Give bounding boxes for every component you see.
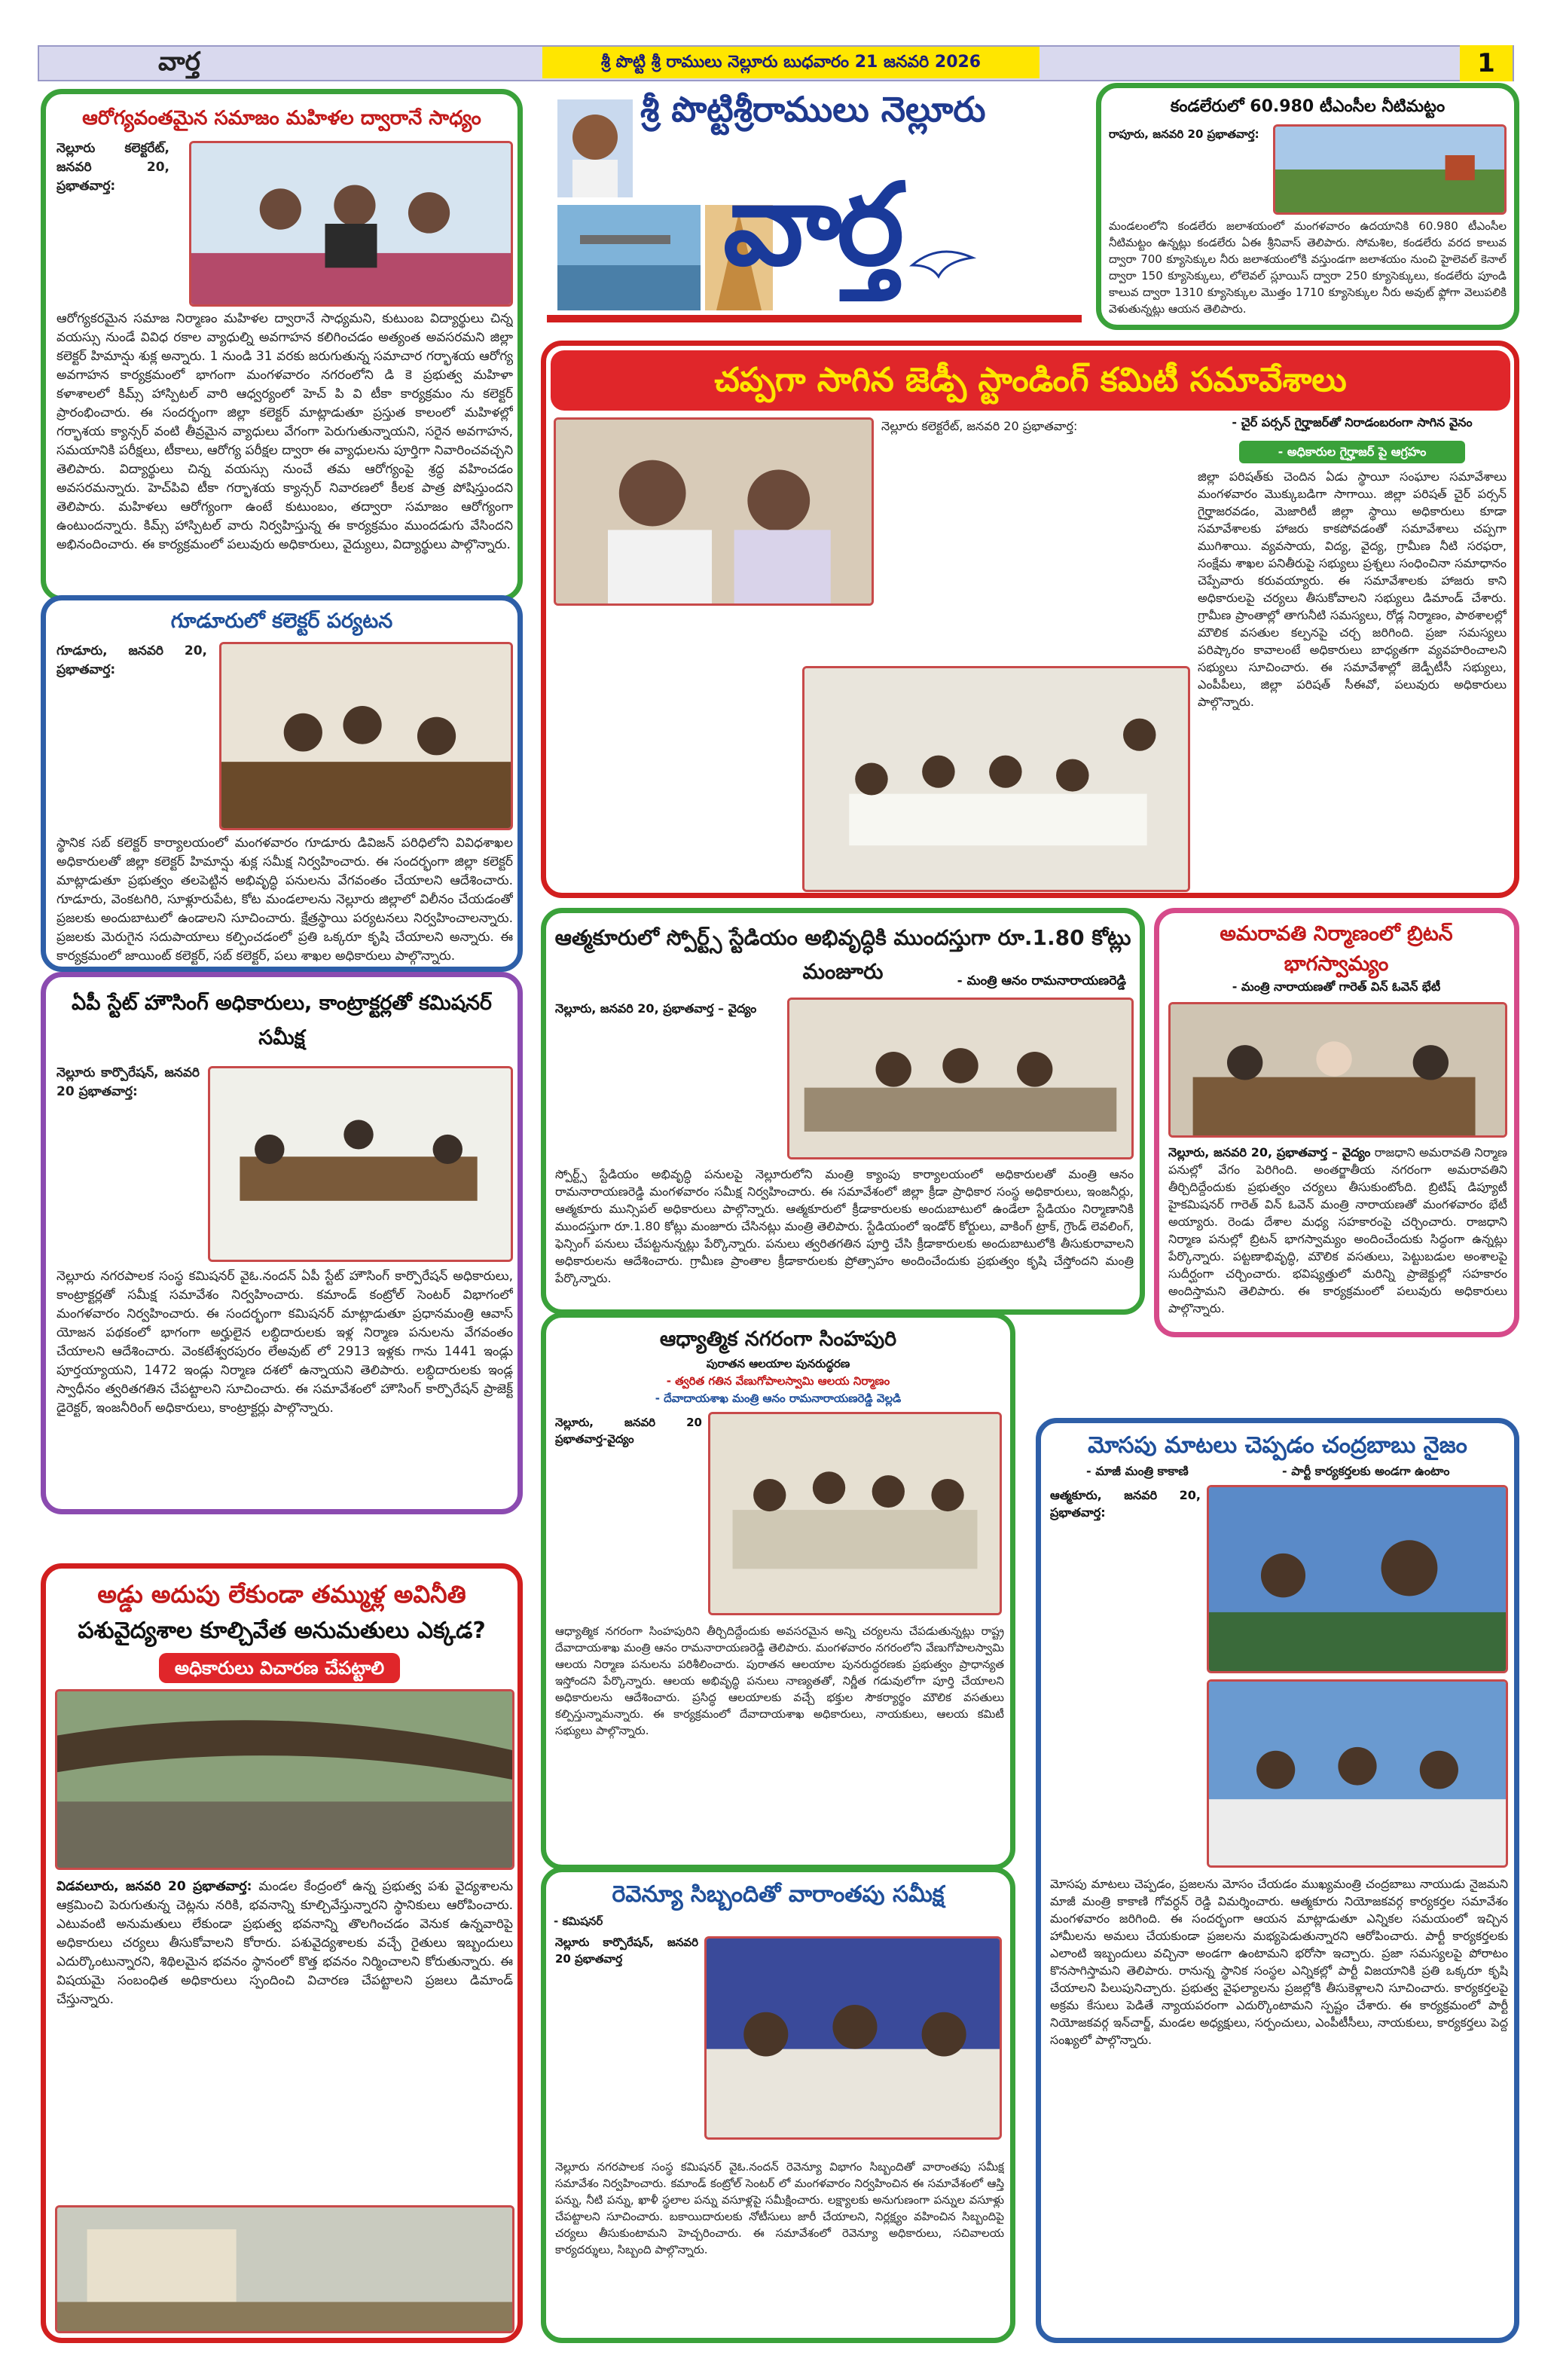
- headline: ఆధ్యాత్మిక నగరంగా సింహపురి: [659, 1327, 897, 1351]
- revenue-review-photo: [704, 1936, 1002, 2140]
- kicker-minister: - దేవాదాయశాఖ మంత్రి ఆనం రామనారాయణరెడ్డి వెల్లడి: [655, 1392, 902, 1405]
- kicker-officials: - అధికారుల గైర్హాజర్ పై ఆగ్రహం: [1239, 441, 1465, 463]
- article-body: మండలంలోని కండలేరు జలాశయంలో మంగళవారం ఉదయానికి 60.980 టీఎంసీల నీటిమట్టం ఉన్నట్లు కండలేరు ఏఈ శ్రీనివాస్ తెలిపారు. సోమశిల, కండలేరు వరద కాలువ ద్వారా 700 క్యూసెక్కుల నీరు జలాశయంలోకి వస్తుండగా జలాశయం నుంచి హైలెవల్ కెనాల్ ద్వారా 150 క్యూసెక్కులు, లోలెవల్ స్లూయిస్ ద్వారా 250 క్యూసెక్కులు, కండలేరు పూండి కాలువ ద్వారా 1310 క్యూసెక్కుల మొత్తం 1710 క్యూసెక్కుల నీరు అవుట్ ఫ్లోగా వెలుపలికి వెళుతున్నట్లు ఆయన తెలిపారు.: [1109, 219, 1507, 316]
- dateline: నెల్లూరు కలెక్టరేట్, జనవరి 20, ప్రభాతవార్త:: [56, 141, 169, 194]
- article-body: ఆధ్యాత్మిక నగరంగా సింహపురిని తీర్చిదిద్దేందుకు అవసరమైన అన్ని చర్యలను చేపడుతున్నట్లు రాష్ట్ర దేవాదాయశాఖ మంత్రి ఆనం రామనారాయణరెడ్డి తెలిపారు. మంగళవారం నగరంలోని వేణుగోపాలస్వామి ఆలయ నిర్మాణ పనులను పరిశీలించారు. పురాతన ఆలయాల పునరుద్ధరణకు ప్రభుత్వం ప్రాధాన్యత ఇస్తోందని పేర్కొన్నారు. ఆలయ అభివృద్ధి పనులు నాణ్యతతో, నిర్ణీత గడువులోగా పూర్తి చేయాలని అధికారులను ఆదేశించారు. ప్రసిద్ధ ఆలయాలకు వచ్చే భక్తుల సౌకర్యార్థం మౌలిక వసతులు కల్పిస్తున్నామన్నారు. ఈ కార్యక్రమంలో దేవాదాయశాఖ అధికారులు, నాయకులు, ఆలయ కమిటీ సభ్యులు పాల్గొన్నారు.: [555, 1624, 1004, 1737]
- story-amaravati: [1154, 908, 1519, 1337]
- article-body: [56, 1877, 513, 2201]
- headline: అమరావతి నిర్మాణంలో బ్రిటన్ భాగస్వామ్యం: [1220, 922, 1453, 976]
- headline: మోసపు మాటలు చెప్పడం చంద్రబాబు నైజం: [1088, 1432, 1467, 1459]
- kicker-temple: - త్వరిత గతిన వేణుగోపాలస్వామి ఆలయ నిర్మాణం: [666, 1374, 890, 1388]
- story-housing: [41, 972, 523, 1514]
- dateline: నెల్లూరు కార్పొరేషన్, జనవరి 20 ప్రభాతవార్త:: [56, 1065, 200, 1099]
- kicker-chairperson: - చైర్ పర్సన్ గైర్హాజర్‌తో నిరాడంబరంగా సాగిన వైనం: [1232, 415, 1473, 429]
- dateline: విడవలూరు, జనవరి 20 ప్రభాతవార్త:: [56, 1879, 252, 1894]
- story-zp: [541, 341, 1519, 898]
- headline: కండలేరులో 60.980 టీఎంసీల నీటిమట్టం: [1170, 97, 1446, 116]
- article-body: మోసపు మాటలు చెప్పడం, ప్రజలను మోసం చేయడం ముఖ్యమంత్రి చంద్రబాబు నాయుడు నైజమని మాజీ మంత్రి కాకాణి గోవర్ధన్ రెడ్డి విమర్శించారు. ఆత్మకూరు నియోజకవర్గ కార్యకర్తల సమావేశం మంగళవారం జరిగింది. ఈ సందర్భంగా ఆయన మాట్లాడుతూ ఎన్నికల సమయంలో ఇచ్చిన హామీలను అమలు చేయకుండా ప్రజలను మభ్యపెడుతున్నారని ఆరోపించారు. పార్టీ కార్యకర్తలకు ఎలాంటి ఇబ్బందులు వచ్చినా అండగా ఉంటామని భరోసా ఇచ్చారు. ప్రజా సమస్యలపై పోరాటం కొనసాగిస్తామని తెలిపారు. రానున్న స్థానిక సంస్థల ఎన్నికల్లో పార్టీ విజయానికి ప్రతి ఒక్కరూ కృషి చేయాలని పిలుపునిచ్చారు. ప్రభుత్వ వైఫల్యాలను ప్రజల్లోకి తీసుకెళ్లాలని సూచించారు. కార్యకర్తలపై అక్రమ కేసులు పెడితే న్యాయపరంగా ఎదుర్కొంటామని స్పష్టం చేశారు. ఈ కార్యక్రమంలో పార్టీ నియోజకవర్గ ఇన్‌చార్జ్, మండల అధ్యక్షులు, సర్పంచులు, ఎంపీటీసీలు, నాయకులు, కార్యకర్తలు పెద్ద సంఖ్యలో పాల్గొన్నారు.: [1050, 1877, 1508, 2047]
- dam-intro: [1109, 126, 1267, 209]
- article-body: స్థానిక సబ్ కలెక్టర్ కార్యాలయంలో మంగళవారం గూడూరు డివిజన్ పరిధిలోని వివిధశాఖల అధికారులతో జిల్లా కలెక్టర్ హిమాన్షు శుక్ల సమీక్ష నిర్వహించారు. ఈ సందర్భంగా జిల్లా కలెక్టర్ మాట్లాడుతూ ప్రభుత్వం తలపెట్టిన అభివృద్ధి పనులను వేగవంతం చేయాలని ఆదేశించారు. గూడూరు, వెంకటగిరి, సూళ్లూరుపేట, కోట మండలాలను నెల్లూరు జిల్లాలో విలీనం చేయడంతో ప్రజలకు అందుబాటులో ఉండాలని సూచించారు. క్షేత్రస్థాయి పర్యటనలు నిర్వహించాలన్నారు. ప్రజలకు మెరుగైన సదుపాయాలు కల్పించడంలో ప్రతి ఒక్కరూ కృషి చేయాలని అన్నారు. ఈ కార్యక్రమంలో జాయింట్ కలెక్టర్, సబ్ కలెక్టర్, పలు శాఖల అధికారులు పాల్గొన్నారు.: [56, 836, 513, 964]
- article-body-left: [554, 610, 798, 888]
- byline: - కమిషనర్: [554, 1914, 603, 1928]
- dateline-block: [555, 1414, 702, 1618]
- dateline: గూడూరు, జనవరి 20, ప్రభాతవార్త:: [56, 643, 207, 677]
- dateline: నెల్లూరు కలెక్టరేట్, జనవరి 20 ప్రభాతవార్త:: [881, 419, 1078, 433]
- zp-officials-photo: [554, 417, 874, 606]
- dateline: నెల్లూరు, జనవరి 20, ప్రభాతవార్త – వైద్యం: [1168, 1145, 1371, 1159]
- dateline-banner: శ్రీ పొట్టి శ్రీ రాములు నెల్లూరు బుధవారం 21 జనవరి 2026: [542, 47, 1040, 78]
- amaravati-meeting-photo: [1168, 1002, 1507, 1138]
- masthead-rule: [547, 315, 1082, 322]
- article-body: నెల్లూరు నగరపాలక సంస్థ కమిషనర్ వైఓ.నందన్ ఏపీ స్టేట్ హౌసింగ్ కార్పొరేషన్ అధికారులు, కాంట్రాక్టర్లతో సమీక్ష సమావేశం నిర్వహించారు. కమాండ్ కంట్రోల్ సెంటర్ విభాగంలో మంగళవారం నిర్వహించారు. ఈ సందర్భంగా కమిషనర్ మాట్లాడుతూ ప్రధానమంత్రి ఆవాస్ యోజన పథకంలో భాగంగా అర్హులైన లబ్ధిదారులకు ఇళ్ల నిర్మాణ పనులను వేగవంతం చేయాలని ఆదేశించారు. వెంకటేశ్వరపురం లేఅవుట్ లో 2913 ఇళ్లకు గాను 1441 ఇండ్లు పూర్తయ్యాయని, 1472 ఇండ్లు నిర్మాణ దశలో ఉన్నాయని తెలిపారు. లబ్ధిదారులకు ఇండ్ల స్వాధీనం త్వరితగతిన చేపట్టాలని సూచించారు. ఈ సమావేశంలో హౌసింగ్ కార్పొరేషన్ ప్రాజెక్ట్ డైరెక్టర్, ఇంజనీరింగ్ అధికారులు, కాంట్రాక్టర్లు పాల్గొన్నారు.: [56, 1269, 513, 1416]
- housing-review-photo: [208, 1066, 513, 1262]
- dateline: నెల్లూరు కార్పొరేషన్, జనవరి 20 ప్రభాతవార్త: [555, 1935, 698, 1966]
- reservoir-photo: [1273, 124, 1507, 215]
- kicker-restoration: పురాతన ఆలయాల పునరుద్ధరణ: [706, 1357, 850, 1370]
- headline: ఆత్మకూరులో స్పోర్ట్స్ స్టేడియం అభివృద్ధికి ముందస్తుగా రూ.1.80 కోట్లు మంజూరు: [554, 925, 1131, 984]
- byline: - మంత్రి నారాయణతో గారెత్ విన్ ఓవెన్ భేటీ: [1232, 979, 1441, 994]
- strip-brand: వార్త: [158, 47, 200, 77]
- story-collector-gudur: [41, 595, 523, 972]
- headline: చప్పగా సాగిన జెడ్పీ స్టాండింగ్ కమిటీ సమావేశాలు: [551, 350, 1510, 411]
- article-body: నెల్లూరు నగరపాలక సంస్థ కమిషనర్ వైఓ.నందన్ రెవెన్యూ విభాగం సిబ్బందితో వారాంతపు సమీక్ష సమావేశం నిర్వహించారు. కమాండ్ కంట్రోల్ సెంటర్ లో మంగళవారం నిర్వహించిన ఈ సమావేశంలో ఆస్తి పన్ను, నీటి పన్ను, ఖాళీ స్థలాల పన్ను వసూళ్లపై సమీక్షించారు. లక్ష్యాలకు అనుగుణంగా పన్నుల వసూళ్లు చేపట్టాలని సూచించారు. బకాయిదారులకు నోటీసులు జారీ చేయాలని, నిర్లక్ష్యం వహించిన సిబ్బందిపై చర్యలు తీసుకుంటామని హెచ్చరించారు. ఈ సమావేశంలో రెవెన్యూ అధికారులు, సచివాలయ కార్యదర్శులు, సిబ్బంది పాల్గొన్నారు.: [555, 2160, 1004, 2256]
- story-simhapuri: [541, 1312, 1015, 1870]
- dateline: నెల్లూరు, జనవరి 20 ప్రభాతవార్త-వైద్యం: [555, 1416, 702, 1446]
- dove-icon: [908, 243, 976, 280]
- cbn-meeting-photo-1: [1207, 1485, 1508, 1673]
- city-collage-image: [557, 205, 701, 310]
- headline: అడ్డు అదుపు లేకుండా తమ్ముళ్ల అవినీతి: [97, 1580, 466, 1609]
- article-body: జిల్లా పరిషత్‌కు చెందిన ఏడు స్థాయీ సంఘాల సమావేశాలు మంగళవారం మొక్కుబడిగా సాగాయి. జిల్లా పరిషత్ చైర్ పర్సన్ గైర్హాజరవడం, మెజారిటీ జిల్లా స్థాయి అధికారులు కూడా సమావేశాలకు హాజరు కాకపోవడంతో సమావేశాలు చప్పగా ముగిశాయి. వ్యవసాయ, విద్య, వైద్య, గ్రామీణ నీటి సరఫరా, సంక్షేమ శాఖల పనితీరుపై సభ్యులు ప్రశ్నలు సంధించినా సమాధానం చెప్పేవారు కరువయ్యారు. ఈ సమావేశాలకు హాజరు కాని అధికారులపై చర్యలు తీసుకోవాలని సభ్యులు డిమాండ్ చేశారు. గ్రామీణ ప్రాంతాల్లో తాగునీటి సమస్యలు, రోడ్ల నిర్మాణం, పాఠశాలల్లో మౌలిక వసతుల కల్పనపై చర్చ జరిగింది. ప్రజా సమస్యలు పరిష్కారం కావాలంటే అధికారులు బాధ్యతగా వ్యవహరించాలని సభ్యులు సూచించారు. ఈ సమావేశాల్లో జెడ్పీటీసీ సభ్యులు, ఎంపీపీలు, జిల్లా పరిషత్ సీఈవో, పలువురు అధికారులు పాల్గొన్నారు.: [1198, 469, 1507, 709]
- byline: - మంత్రి ఆనం రామనారాయణరెడ్డి: [957, 973, 1126, 988]
- tagline: అధికారులు విచారణ చేపట్టాలి: [159, 1653, 400, 1683]
- dateline-block: [555, 1934, 698, 2152]
- vet-hospital-photo: [55, 2205, 514, 2333]
- story-stadium: [541, 908, 1145, 1315]
- body-text: రాజధాని అమరావతి నిర్మాణ పనుల్లో వేగం పెరిగింది. అంతర్జాతీయ నగరంగా అమరావతిని తీర్చిదిద్దేందుకు ప్రభుత్వం చర్యలు తీసుకుంటోంది. బ్రిటిష్ డిప్యూటీ హైకమిషనర్ గారెత్ విన్ ఓవెన్ మంత్రి నారాయణతో మంగళవారం భేటీ అయ్యారు. రెండు దేశాల మధ్య సహకారంపై చర్చించారు. రాజధాని నిర్మాణ పనుల్లో బ్రిటన్ భాగస్వామ్యం అందించేందుకు సిద్ధంగా ఉన్నట్లు పేర్కొన్నారు. పట్టణాభివృద్ధి, మౌలిక వసతులు, పెట్టుబడుల అంశాలపై సుదీర్ఘంగా చర్చించారు. భవిష్యత్తులో మరిన్ని ప్రాజెక్టుల్లో సహకారం అందిస్తామని తెలిపారు. ఈ కార్యక్రమంలో పలువురు అధికారులు పాల్గొన్నారు.: [1168, 1145, 1507, 1315]
- page-number: 1: [1460, 45, 1513, 81]
- story-health: [41, 89, 523, 601]
- byline-secondary: - పార్టీ కార్యకర్తలకు అండగా ఉంటాం: [1282, 1464, 1450, 1478]
- newspaper-logo: వార్త: [723, 158, 900, 291]
- subhead: పశువైద్యశాల కూల్చివేత అనుమతులు ఎక్కడ?: [78, 1618, 486, 1644]
- collector-meeting-photo: [219, 642, 513, 830]
- article-body: [1168, 1144, 1507, 1332]
- edition-title: శ్రీ పొట్టిశ్రీరాములు నెల్లూరు: [640, 89, 986, 130]
- cbn-meeting-photo-2: [1207, 1679, 1508, 1868]
- stadium-review-photo: [787, 998, 1134, 1159]
- dateline: రాపూరు, జనవరి 20 ప్రభాతవార్త:: [1109, 127, 1259, 141]
- story-revenue: [541, 1867, 1015, 2343]
- headline: గూడూరులో కలెక్టర్ పర్యటన: [170, 610, 393, 633]
- headline: ఏపీ స్టేట్ హౌసింగ్ అధికారులు, కాంట్రాక్టర్లతో కమిషనర్ సమీక్ష: [72, 991, 492, 1049]
- founder-portrait: [557, 99, 633, 197]
- story-encroach: [41, 1563, 523, 2343]
- story-dam: [1096, 83, 1519, 330]
- story-cbn: [1036, 1418, 1519, 2343]
- article-body-lead: [881, 417, 1190, 606]
- dateline-block: [1050, 1486, 1201, 1863]
- article-body: ఆరోగ్యకరమైన సమాజ నిర్మాణం మహిళల ద్వారానే సాధ్యమని, కుటుంబ విద్యార్థులు చిన్న వయస్సు నుండే వివిధ రకాల వ్యాధుల్ని అవగాహన కలిగించడం అత్యంత అవసరమని జిల్లా కలెక్టర్ హిమాన్షు శుక్ల అన్నారు. 1 నుండి 31 వరకు జరుగుతున్న సమాచార గర్భాశయ ఆరోగ్య అవగాహన కార్యక్రమంలో భాగంగా మంగళవారం నగరంలోని డి కె ప్రభుత్వ మహిళా కళాశాలలో కిమ్స్ హాస్పిటల్ వారి ఆధ్వర్యంలో హెచ్ పి వి టీకా కార్యక్రమం ను కలెక్టర్ ప్రారంభించారు. ఈ సందర్భంగా జిల్లా కలెక్టర్ మాట్లాడుతూ ప్రస్తుత కాలంలో మహిళల్లో గర్భాశయ క్యాన్సర్ వంటి తీవ్రమైన వ్యాధులు వేగంగా పెరుగుతున్నాయని, సరైన అవగాహన, సమయానికి పరీక్షలు, టీకాలు, ఆరోగ్య పరీక్షల ద్వారా ఈ వ్యాధులను పూర్తిగా నివారించవచ్చని తెలిపారు. విద్యార్థులు చిన్న వయస్సు నుంచే తమ ఆరోగ్యంపై శ్రద్ధ వహించడం అవసరమన్నారు. హెచ్‌పివి టీకా గర్భాశయ క్యాన్సర్ నివారణలో కీలక పాత్ర పోషిస్తుందని తెలిపారు. మహిళలు ఆరోగ్యంగా ఉంటే కుటుంబం, తద్వారా సమాజం ఆరోగ్యంగా ఉంటుందన్నారు. కిమ్స్ హాస్పిటల్ వారు నిర్వహిస్తున్న ఈ కార్యక్రమం ముందడుగు వేసిందని అభినందించారు. ఈ కార్యక్రమంలో పలువురు అధికారులు, వైద్యులు, విద్యార్థులు పాల్గొన్నారు.: [56, 311, 513, 552]
- byline: - మాజీ మంత్రి కాకాణి: [1086, 1464, 1189, 1478]
- headline: ఆరోగ్యవంతమైన సమాజం మహిళల ద్వారానే సాధ్యం: [82, 107, 481, 130]
- fallen-tree-photo: [55, 1689, 514, 1870]
- zp-meeting-photo: [802, 666, 1190, 892]
- article-body: స్పోర్ట్స్ స్టేడియం అభివృద్ధి పనులపై నెల్లూరులోని మంత్రి క్యాంపు కార్యాలయంలో అధికారులతో మంత్రి ఆనం రామనారాయణరెడ్డి మంగళవారం సమీక్ష నిర్వహించారు. ఈ సమావేశంలో జిల్లా క్రీడా ప్రాధికార సంస్థ అధికారులు, ఇంజనీర్లు, ఆత్మకూరు మున్సిపల్ అధికారులు పాల్గొన్నారు. ఆత్మకూరులో క్రీడాకారులకు అందుబాటులో ఉండేలా స్టేడియం నిర్మాణానికి ముందస్తుగా రూ.1.80 కోట్లు మంజూరు చేసినట్లు మంత్రి తెలిపారు. స్టేడియంలో ఇండోర్ కోర్టులు, వాకింగ్ ట్రాక్, గ్రౌండ్ లెవలింగ్, ఫెన్సింగ్ పనులు చేపట్టనున్నట్లు పేర్కొన్నారు. పనులు త్వరితగతిన పూర్తి చేసి క్రీడాకారులకు అందుబాటులోకి తీసుకురావాలని అధికారులను ఆదేశించారు. గ్రామీణ ప్రాంతాల క్రీడాకారులకు ప్రోత్సాహం అందించేందుకు ప్రభుత్వం కృషి చేస్తోందని మంత్రి పేర్కొన్నారు.: [555, 1167, 1134, 1285]
- headline: రెవెన్యూ సిబ్బందితో వారాంతపు సమీక్ష: [612, 1881, 945, 1908]
- health-event-photo: [189, 141, 513, 307]
- dateline: ఆత్మకూరు, జనవరి 20, ప్రభాతవార్త:: [1050, 1488, 1201, 1520]
- temple-inspection-photo: [708, 1412, 1002, 1615]
- dateline: నెల్లూరు, జనవరి 20, ప్రభాతవార్త – వైద్యం: [555, 1001, 757, 1016]
- dateline-block: [555, 1000, 781, 1154]
- body-text: మండల కేంద్రంలో ఉన్న ప్రభుత్వ పశు వైద్యశాలను ఆక్రమించి పెరుగుతున్న చెట్లను నరికి, భవనాన్ని కూల్చివేస్తున్నారని స్థానికులు ఆరోపించారు. ఎటువంటి అనుమతులు లేకుండా ప్రభుత్వ భవనాన్ని తొలగించడం వెనుక ఉన్నవారిపై అధికారులు చర్యలు తీసుకోవాలని కోరారు. పశువైద్యశాలకు వచ్చే రైతులు ఇబ్బందులు ఎదుర్కొంటున్నారని, శిథిలమైన భవనం స్థానంలో కొత్త భవనం నిర్మించాలని కోరుతున్నారు. ఈ విషయమై సంబంధిత అధికారులు స్పందించి విచారణ చేపట్టాలని ప్రజలు డిమాండ్ చేస్తున్నారు.: [56, 1879, 513, 2007]
